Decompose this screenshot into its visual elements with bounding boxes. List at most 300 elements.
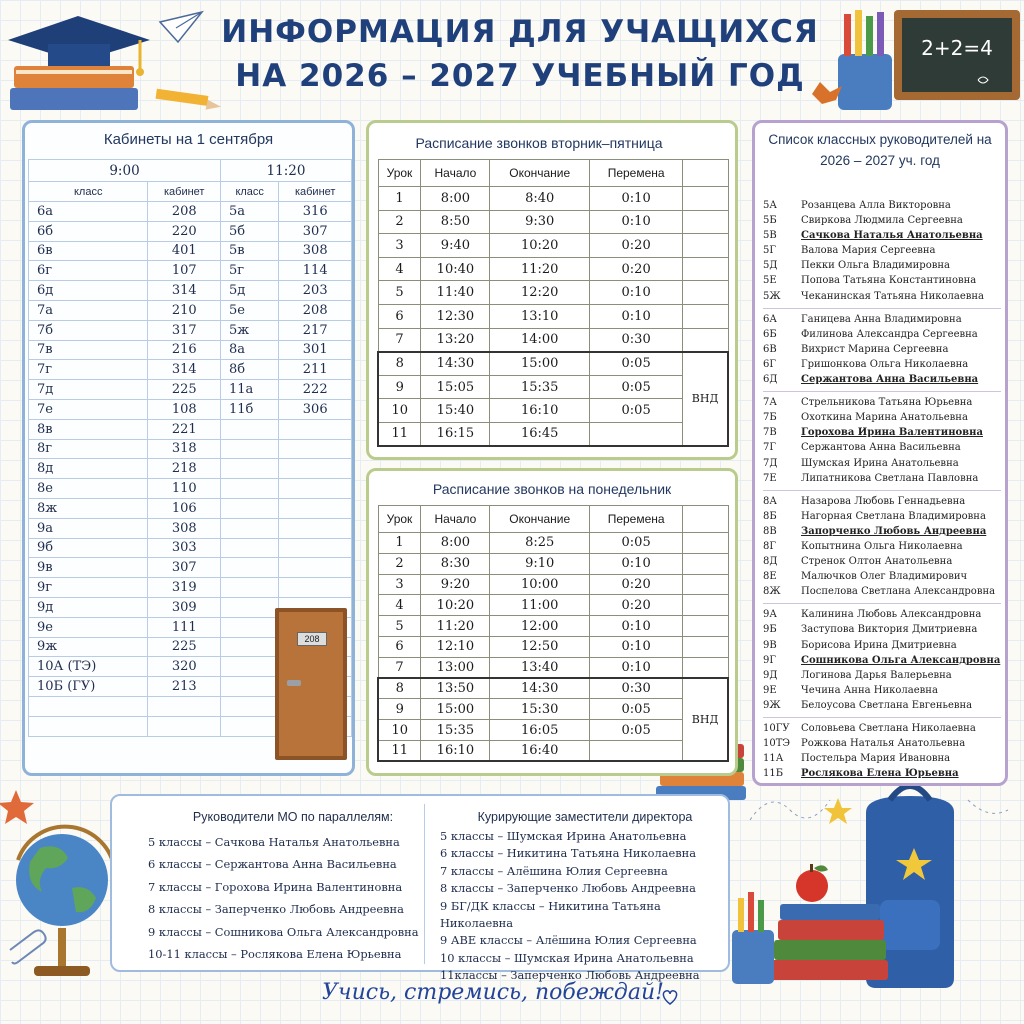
bell-cell: 10 [378, 399, 421, 423]
leader-name: Стрельникова Татьяна Юрьевна [801, 397, 973, 409]
bell-cell: 0:10 [590, 553, 683, 574]
class-cell: 5в [221, 241, 279, 261]
paper-plane-icon [160, 12, 202, 42]
list-item: 6 классы – Сержантова Анна Васильевна [148, 857, 397, 871]
room-cell: 222 [279, 380, 352, 400]
leader-class: 9Ж [763, 699, 781, 711]
leader-name: Сержантова Анна Васильевна [801, 442, 961, 454]
bell-cell: 16:05 [490, 720, 590, 741]
room-cell: 308 [148, 518, 221, 538]
bell-cell: 16:40 [490, 740, 590, 761]
leader-row [763, 721, 1001, 736]
table-row [378, 281, 728, 305]
room-cell: 106 [148, 498, 221, 518]
bell-cell: 6 [378, 304, 421, 328]
room-cell: 114 [279, 261, 352, 281]
bell-cell: 15:30 [490, 699, 590, 720]
leader-name: Пекки Ольга Владимировна [801, 260, 950, 272]
class-cell [221, 538, 279, 558]
class-cell: 9е [29, 617, 148, 637]
class-cell: 9ж [29, 637, 148, 657]
leader-row [763, 736, 1001, 751]
bell-cell: 0:10 [590, 210, 683, 234]
room-cell [279, 459, 352, 479]
class-cell: 8е [29, 479, 148, 499]
table-row [29, 558, 352, 578]
bell-cell: 8:30 [421, 553, 490, 574]
leader-name: Сачкова Наталья Анатольевна [801, 230, 983, 242]
leaders-group [763, 309, 1001, 392]
table-header-row [378, 160, 728, 187]
bell-cell: 5 [378, 616, 421, 637]
table-row [378, 257, 728, 281]
room-cell: 203 [279, 281, 352, 301]
bell-cell: 7 [378, 657, 421, 678]
leader-class: 5Б [763, 215, 777, 227]
class-cell: 9а [29, 518, 148, 538]
bell-cell: 12:30 [421, 304, 490, 328]
leader-row [763, 607, 1001, 622]
table-row [378, 636, 728, 657]
leader-name: Запорченко Любовь Андреевна [801, 525, 987, 537]
leader-name: Логинова Дарья Валерьевна [801, 669, 952, 681]
bell-cell: 9 [378, 375, 421, 399]
leader-class: 9В [763, 639, 777, 651]
vnd-label: ВНД [683, 352, 728, 446]
bell-cell: 0:05 [590, 533, 683, 554]
leader-class: 8Б [763, 510, 777, 522]
class-cell [221, 439, 279, 459]
room-cell [279, 538, 352, 558]
class-cell: 6в [29, 241, 148, 261]
leader-row [763, 342, 1001, 357]
leader-name: Нагорная Светлана Владимировна [801, 510, 986, 522]
time-header-2: 11:20 [221, 160, 352, 182]
leader-name: Чеканинская Татьяна Николаевна [801, 290, 985, 302]
leader-row [763, 372, 1001, 387]
room-cell: 216 [148, 340, 221, 360]
empty-cell [683, 553, 728, 574]
bell-cell: 10:40 [421, 257, 490, 281]
empty-cell [683, 328, 728, 352]
bell-cell: 15:00 [490, 352, 590, 376]
mo-heads [148, 806, 438, 966]
paperclip-icon [10, 930, 46, 963]
leader-class: 7А [763, 397, 777, 409]
leader-name: Заступова Виктория Дмитриевна [801, 624, 978, 636]
table-row [378, 616, 728, 637]
class-cell [221, 479, 279, 499]
bell-cell: 13:10 [490, 304, 590, 328]
table-row [29, 340, 352, 360]
bell-cell: 11:20 [490, 257, 590, 281]
leader-row [763, 273, 1001, 288]
mo-heads-title: Руководители МО по параллелям: [192, 810, 394, 824]
class-cell [29, 696, 148, 716]
list-item: 11классы – Заперченко Любовь Андреевна [440, 968, 700, 983]
leader-class: 7Б [763, 412, 777, 424]
leader-name: Белоусова Светлана Евгеньевна [801, 699, 973, 711]
bell-cell: 8:40 [490, 187, 590, 211]
class-cell: 6б [29, 221, 148, 241]
leader-class: 8Е [763, 571, 777, 583]
class-cell: 10Б (ГУ) [29, 677, 148, 697]
bell-cell: 0:10 [590, 657, 683, 678]
leader-name: Копытнина Ольга Николаевна [801, 540, 963, 552]
leader-name: Филинова Александра Сергеевна [801, 328, 978, 340]
room-cell [279, 479, 352, 499]
room-cell: 308 [279, 241, 352, 261]
room-cell: 307 [279, 221, 352, 241]
bell-cell: 6 [378, 636, 421, 657]
leader-name: Липатникова Светлана Павловна [801, 472, 979, 484]
bell-cell: 16:15 [421, 422, 490, 446]
class-cell: 9д [29, 597, 148, 617]
leader-class: 5Е [763, 275, 777, 287]
leader-name: Шумская Ирина Анатольевна [801, 457, 959, 469]
room-cell: 318 [148, 439, 221, 459]
bell-cell: 4 [378, 257, 421, 281]
leader-name: Постельра Мария Ивановна [801, 753, 951, 765]
bell-cell: 0:05 [590, 699, 683, 720]
leader-name: Рослякова Елена Юрьевна [801, 768, 959, 780]
table-row [378, 657, 728, 678]
list-item: 10 классы – Шумская Ирина Анатольевна [440, 950, 694, 965]
column-header: Начало [421, 506, 490, 533]
leader-class: 10ТЭ [763, 738, 791, 750]
class-cell: 11а [221, 380, 279, 400]
column-header: Перемена [590, 160, 683, 187]
bell-cell: 8:00 [421, 187, 490, 211]
class-cell [221, 657, 279, 677]
leader-class: 7Д [763, 457, 778, 469]
table-row [29, 360, 352, 380]
bell-cell: 15:40 [421, 399, 490, 423]
leader-row [763, 524, 1001, 539]
leader-class: 5Д [763, 260, 778, 272]
table-row [378, 187, 728, 211]
bell-cell: 10:20 [490, 234, 590, 258]
bell-cell: 12:50 [490, 636, 590, 657]
table-row [378, 352, 728, 376]
leader-class: 11А [763, 753, 784, 765]
table-row [29, 241, 352, 261]
class-cell [221, 578, 279, 598]
star-icon [824, 798, 852, 824]
leader-class: 9Г [763, 654, 776, 666]
deputies-title: Курирующие заместители директора [477, 810, 693, 824]
time-header-1: 9:00 [29, 160, 221, 182]
leader-row [763, 554, 1001, 569]
table-row [29, 399, 352, 419]
class-cell: 5д [221, 281, 279, 301]
empty-cell [683, 533, 728, 554]
class-cell: 5г [221, 261, 279, 281]
bell-cell: 1 [378, 533, 421, 554]
leader-row [763, 410, 1001, 425]
bell-cell: 0:05 [590, 375, 683, 399]
bell-cell: 8:50 [421, 210, 490, 234]
cabinets-title: Кабинеты на 1 сентября [103, 131, 274, 148]
leader-class: 8В [763, 525, 777, 537]
leader-row [763, 494, 1001, 509]
leader-name: Борисова Ирина Дмитриевна [801, 639, 957, 651]
leader-class: 7Г [763, 442, 776, 454]
class-cell: 5ж [221, 320, 279, 340]
empty-cell [683, 257, 728, 281]
leader-row [763, 258, 1001, 273]
bells-weekday-title: Расписание звонков вторник–пятница [415, 135, 663, 151]
bell-cell: 13:00 [421, 657, 490, 678]
bell-cell: 2 [378, 210, 421, 234]
heart-icon [660, 988, 680, 1006]
bell-cell: 8:25 [490, 533, 590, 554]
leader-row [763, 683, 1001, 698]
room-cell: 316 [279, 202, 352, 222]
leader-name: Соловьева Светлана Николаевна [801, 723, 976, 734]
leader-row [763, 539, 1001, 554]
class-cell [221, 518, 279, 538]
bell-cell: 12:00 [490, 616, 590, 637]
leader-row [763, 622, 1001, 637]
leader-class: 10ГУ [763, 723, 790, 734]
leader-name: Гришонкова Ольга Николаевна [801, 358, 969, 370]
bell-cell: 12:10 [421, 636, 490, 657]
bell-cell: 16:10 [490, 399, 590, 423]
room-cell: 320 [148, 657, 221, 677]
door-number: 208 [297, 632, 327, 646]
leader-class: 8А [763, 495, 777, 507]
bell-cell: 16:45 [490, 422, 590, 446]
room-cell: 225 [148, 637, 221, 657]
leader-name: Рожкова Наталья Анатольевна [801, 738, 966, 750]
room-cell: 217 [279, 320, 352, 340]
table-row [378, 595, 728, 616]
leaders-group [763, 604, 1001, 718]
bell-cell: 8 [378, 352, 421, 376]
leader-row [763, 425, 1001, 440]
list-item: 5 классы – Сачкова Наталья Анатольевна [148, 834, 400, 849]
bell-cell: 11:00 [490, 595, 590, 616]
bell-cell: 8:00 [421, 533, 490, 554]
leader-row [763, 456, 1001, 471]
empty-cell [683, 574, 728, 595]
class-cell: 8д [29, 459, 148, 479]
room-cell: 213 [148, 677, 221, 697]
leader-name: Поспелова Светлана Александровна [801, 586, 996, 598]
extra-column-header [683, 160, 728, 187]
table-row [29, 538, 352, 558]
bell-cell: 8 [378, 678, 421, 699]
bell-cell: 10 [378, 720, 421, 741]
list-item: 7 классы – Горохова Ирина Валентиновна [148, 879, 403, 894]
leader-class: 6В [763, 343, 777, 355]
bell-cell: 10:20 [421, 595, 490, 616]
class-cell: 7а [29, 300, 148, 320]
bell-cell: 0:20 [590, 234, 683, 258]
table-row [29, 498, 352, 518]
table-row [378, 234, 728, 258]
table-row [29, 439, 352, 459]
col-room: кабинет [148, 182, 221, 202]
bell-cell: 0:20 [590, 574, 683, 595]
class-cell: 6д [29, 281, 148, 301]
class-cell: 8ж [29, 498, 148, 518]
bell-cell: 0:20 [590, 595, 683, 616]
bell-cell: 15:35 [421, 720, 490, 741]
chalkboard-text: 2+2=4 [921, 36, 993, 60]
leader-name: Сержантова Анна Васильевна [801, 374, 979, 386]
leader-row [763, 766, 1001, 781]
leader-row [763, 243, 1001, 258]
room-cell: 401 [148, 241, 221, 261]
class-cell [221, 459, 279, 479]
class-cell: 5а [221, 202, 279, 222]
table-row [378, 399, 728, 423]
room-cell [279, 498, 352, 518]
bell-cell: 9 [378, 699, 421, 720]
room-cell [148, 716, 221, 736]
class-cell: 9в [29, 558, 148, 578]
room-cell [279, 419, 352, 439]
column-header: Урок [378, 160, 421, 187]
bell-cell [590, 422, 683, 446]
room-cell: 306 [279, 399, 352, 419]
title-line-2: НА 2026 – 2027 УЧЕБНЫЙ ГОД [235, 58, 805, 94]
leader-row [763, 668, 1001, 683]
leader-row [763, 751, 1001, 766]
maple-leaf-icon [812, 82, 842, 104]
list-item: 9 классы – Сошникова Ольга Александровна [148, 924, 419, 939]
table-row [378, 720, 728, 741]
table-row [378, 553, 728, 574]
table-row [29, 459, 352, 479]
bell-cell: 1 [378, 187, 421, 211]
room-cell: 111 [148, 617, 221, 637]
bell-cell: 0:10 [590, 304, 683, 328]
room-cell: 225 [148, 380, 221, 400]
bell-cell: 11:20 [421, 616, 490, 637]
pencil-cup-icon [838, 10, 892, 110]
leader-name: Сошникова Ольга Александровна [801, 654, 1001, 666]
class-cell: 8б [221, 360, 279, 380]
leader-class: 7Е [763, 472, 777, 484]
title-line-1: ИНФОРМАЦИЯ ДЛЯ УЧАЩИХСЯ [221, 14, 819, 50]
leader-class: 6Д [763, 374, 778, 386]
empty-cell [683, 304, 728, 328]
leader-row [763, 569, 1001, 584]
leader-row [763, 213, 1001, 228]
leader-name: Назарова Любовь Геннадьевна [801, 495, 966, 507]
class-cell: 8г [29, 439, 148, 459]
bell-cell: 13:20 [421, 328, 490, 352]
leader-class: 6Б [763, 328, 777, 340]
room-cell: 301 [279, 340, 352, 360]
empty-cell [683, 234, 728, 258]
room-cell: 208 [279, 300, 352, 320]
room-cell [279, 578, 352, 598]
bells-weekday-table [377, 159, 729, 447]
door-icon [275, 608, 347, 760]
leader-name: Вихрист Марина Сергеевна [801, 343, 949, 355]
class-cell [221, 716, 279, 736]
pencil-cup-icon [732, 892, 774, 984]
leader-class: 5В [763, 230, 777, 242]
leader-row [763, 357, 1001, 372]
class-cell [221, 498, 279, 518]
bell-cell: 0:10 [590, 281, 683, 305]
bell-cell: 11:40 [421, 281, 490, 305]
empty-cell [683, 595, 728, 616]
bell-cell: 0:30 [590, 678, 683, 699]
class-cell: 8в [29, 419, 148, 439]
list-item: 8 классы – Заперченко Любовь Андреевна [148, 902, 404, 916]
bell-cell: 0:05 [590, 352, 683, 376]
table-row [29, 202, 352, 222]
bells-monday-panel [366, 468, 738, 776]
divider [424, 804, 425, 964]
leader-row [763, 198, 1001, 213]
bell-cell: 10:00 [490, 574, 590, 595]
leader-class: 9Д [763, 669, 778, 681]
class-cell: 7б [29, 320, 148, 340]
class-cell: 7в [29, 340, 148, 360]
bell-cell: 9:20 [421, 574, 490, 595]
extra-column-header [683, 506, 728, 533]
leader-class: 7В [763, 427, 777, 439]
room-cell [279, 439, 352, 459]
room-cell: 107 [148, 261, 221, 281]
room-cell: 309 [148, 597, 221, 617]
room-cell: 210 [148, 300, 221, 320]
room-cell: 221 [148, 419, 221, 439]
bell-cell: 9:30 [490, 210, 590, 234]
class-cell: 7д [29, 380, 148, 400]
room-cell: 317 [148, 320, 221, 340]
class-cell [221, 696, 279, 716]
leader-row [763, 312, 1001, 327]
leader-class: 5А [763, 200, 777, 211]
column-header: Окончание [490, 506, 590, 533]
leader-name: Малючков Олег Владимирович [801, 571, 968, 583]
cabinets-panel [22, 120, 355, 776]
column-header: Окончание [490, 160, 590, 187]
bell-cell: 15:35 [490, 375, 590, 399]
leader-row [763, 327, 1001, 342]
table-row [29, 518, 352, 538]
leader-row [763, 289, 1001, 304]
leader-row [763, 471, 1001, 486]
bell-cell: 0:10 [590, 636, 683, 657]
star-icon [0, 790, 34, 824]
leader-name: Охоткина Марина Анатольевна [801, 412, 968, 424]
deputies [440, 806, 730, 985]
leader-name: Валова Мария Сергеевна [801, 245, 936, 257]
leader-name: Стренок Олтон Анатольевна [801, 556, 953, 568]
bell-cell: 3 [378, 574, 421, 595]
leader-row [763, 509, 1001, 524]
bell-cell: 0:20 [590, 257, 683, 281]
empty-cell [683, 187, 728, 211]
bell-cell: 14:30 [490, 678, 590, 699]
leaders-group [763, 491, 1001, 605]
bells-monday-title: Расписание звонков на понедельник [432, 481, 672, 497]
leader-name: Розанцева Алла Викторовна [801, 200, 951, 211]
empty-cell [683, 616, 728, 637]
class-cell: 8а [221, 340, 279, 360]
slogan: Учись, стремись, побеждай! [322, 980, 664, 1005]
leader-name: Чечина Анна Николаевна [801, 684, 938, 696]
